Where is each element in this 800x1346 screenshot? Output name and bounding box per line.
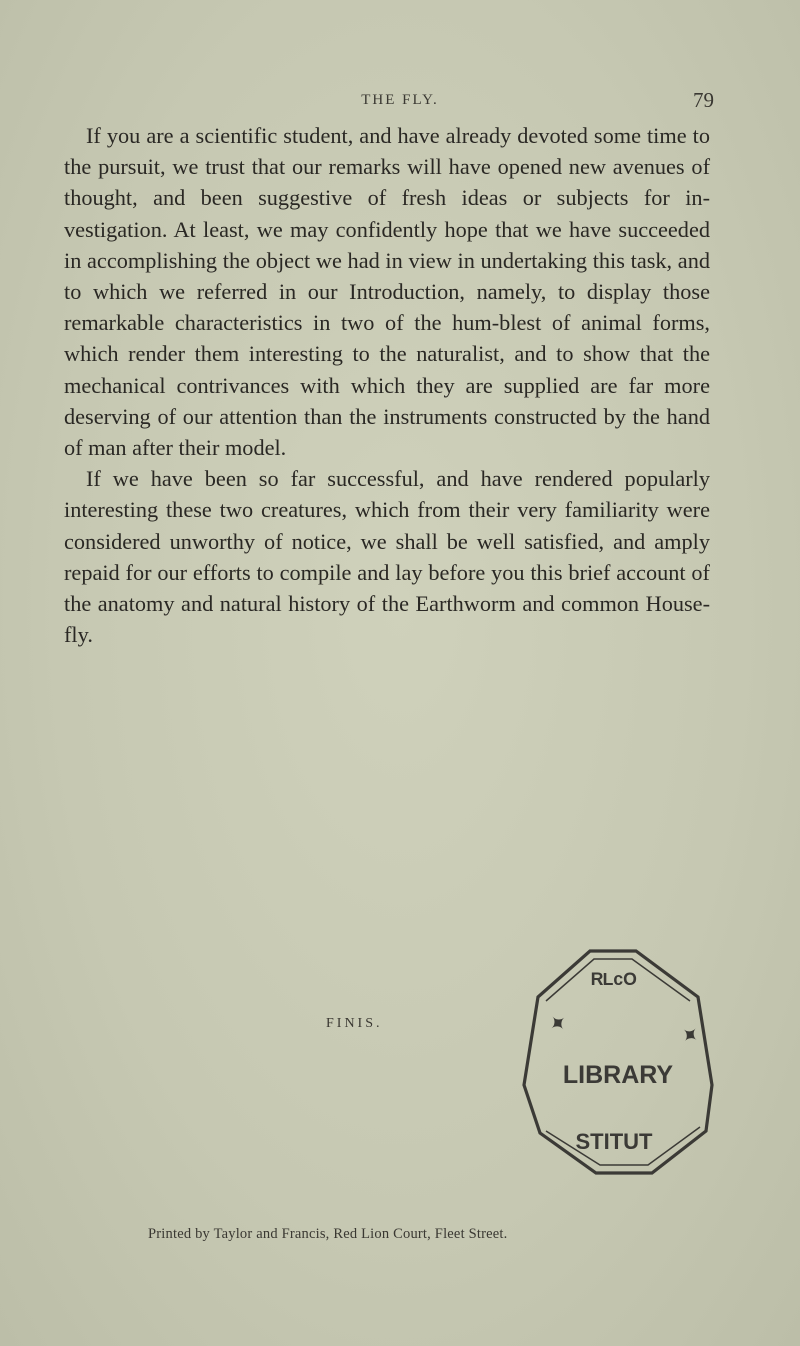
finis-mark: FINIS. (326, 1016, 383, 1031)
running-title: THE FLY. (361, 92, 439, 108)
page-number: 79 (693, 88, 714, 112)
stamp-top-text: ᴿᴸᶜᴼ (591, 967, 637, 997)
library-stamp (506, 935, 722, 1181)
stamp-center-text: LIBRARY (562, 1061, 674, 1089)
body-text (64, 120, 710, 650)
svg-text:✦: ✦ (674, 1020, 705, 1052)
stamp-bottom-text: STITUT (575, 1129, 653, 1154)
svg-text:✦: ✦ (543, 1008, 574, 1040)
paragraph-2: If we have been so far successful, and have rendered popularly interesting these two creatures, which from their very familiarity were considered unworthy of notice, we shall be well satisfied, and amply repaid for our efforts to compile and lay before you this brief account of the anatomy and natural history of the Earthworm and common House-fly. (64, 466, 710, 648)
printer-imprint: Printed by Taylor and Francis, Red Lion Court, Fleet Street. (148, 1226, 508, 1242)
running-head (0, 88, 800, 116)
paragraph-1: If you are a scientific student, and have already devoted some time to the pursuit, we trust that our remarks will have opened new avenues of thought, and been suggestive of fresh ideas or subjects for in-vestigation. At least, we may confidently hope that we have succeeded in accomplishing the object we had in view in undertaking this task, and to which we referred in our Introduction, namely, to display those remarkable characteristics in two of the hum-blest of animal forms, which render them interesting to the naturalist, and to show that the mechanical contrivances with which they are supplied are far more deserving of our attention than the instruments constructed by the hand of man after their model. (64, 123, 710, 461)
